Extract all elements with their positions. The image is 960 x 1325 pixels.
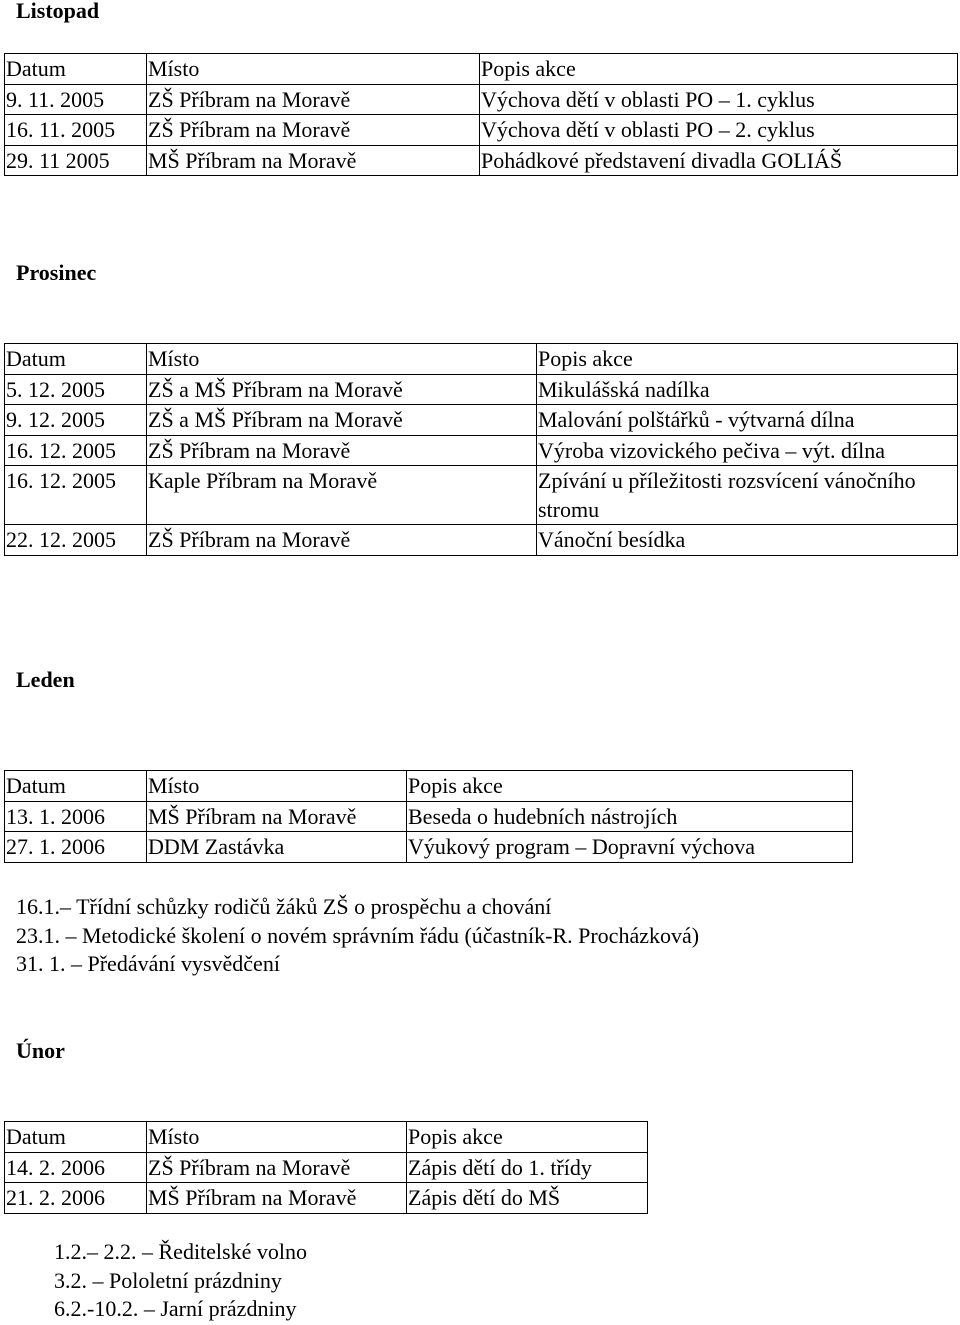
cell-place: DDM Zastávka [147,832,407,863]
header-datum: Datum [5,54,147,85]
header-datum: Datum [5,344,147,375]
cell-date: 9. 12. 2005 [5,405,147,436]
notes-unor [54,1238,307,1324]
table-row [5,115,958,146]
cell-date: 21. 2. 2006 [5,1183,147,1214]
table-row [5,1183,648,1214]
cell-description: Výchova dětí v oblasti PO – 1. cyklus [480,84,958,115]
cell-place: ZŠ Příbram na Moravě [147,525,537,556]
header-datum: Datum [5,771,147,802]
cell-date: 14. 2. 2006 [5,1152,147,1183]
cell-date: 22. 12. 2005 [5,525,147,556]
table-row [5,525,958,556]
cell-place: ZŠ Příbram na Moravě [147,1152,407,1183]
cell-description: Vánoční besídka [537,525,958,556]
note-item: 1.2.– 2.2. – Ředitelské volno [54,1239,307,1264]
header-popis: Popis akce [537,344,958,375]
header-misto: Místo [147,1122,407,1153]
cell-date: 9. 11. 2005 [5,84,147,115]
header-popis: Popis akce [480,54,958,85]
cell-description: Výchova dětí v oblasti PO – 2. cyklus [480,115,958,146]
table-header-row [5,54,958,85]
note-item: 16.1.– Třídní schůzky rodičů žáků ZŠ o prospěchu a chování [16,894,552,919]
section-title-listopad: Listopad [16,0,100,23]
cell-date: 13. 1. 2006 [5,801,147,832]
cell-date: 16. 12. 2005 [5,435,147,466]
cell-date: 27. 1. 2006 [5,832,147,863]
table-header-row [5,771,853,802]
header-popis: Popis akce [407,1122,648,1153]
schedule-table-leden [4,770,853,863]
cell-description: Mikulášská nadílka [537,374,958,405]
table-row [5,145,958,176]
table-row [5,801,853,832]
header-popis: Popis akce [407,771,853,802]
cell-date: 29. 11 2005 [5,145,147,176]
cell-description: Malování polštářků - výtvarná dílna [537,405,958,436]
cell-description: Výroba vizovického pečiva – výt. dílna [537,435,958,466]
note-item: 23.1. – Metodické školení o novém správním řádu (účastník-R. Procházková) [16,922,700,948]
cell-description: Výukový program – Dopravní výchova [407,832,853,863]
cell-place: MŠ Příbram na Moravě [147,801,407,832]
cell-place: MŠ Příbram na Moravě [147,1183,407,1214]
cell-place: MŠ Příbram na Moravě [147,145,480,176]
table-row [5,405,958,436]
header-misto: Místo [147,771,407,802]
cell-description: Pohádkové představení divadla GOLIÁŠ [480,145,958,176]
table-row [5,435,958,466]
cell-place: ZŠ Příbram na Moravě [147,115,480,146]
table-row [5,1152,648,1183]
note-item: 31. 1. – Předávání vysvědčení [16,951,280,977]
cell-place: ZŠ a MŠ Příbram na Moravě [147,374,537,405]
table-row [5,466,958,525]
header-datum: Datum [5,1122,147,1153]
cell-place: ZŠ Příbram na Moravě [147,435,537,466]
table-row [5,832,853,863]
cell-description: Beseda o hudebních nástrojích [407,801,853,832]
cell-description: Zápis dětí do MŠ [407,1183,648,1214]
cell-place: Kaple Příbram na Moravě [147,466,537,525]
cell-description: Zápis dětí do 1. třídy [407,1152,648,1183]
schedule-table-unor [4,1121,648,1214]
note-item: 3.2. – Pololetní prázdniny [54,1267,282,1293]
cell-date: 16. 11. 2005 [5,115,147,146]
schedule-table-listopad [4,53,958,176]
table-header-row [5,1122,648,1153]
header-misto: Místo [147,54,480,85]
cell-description: Zpívání u příležitosti rozsvícení vánočního stromu [537,466,958,525]
header-misto: Místo [147,344,537,375]
note-item: 6.2.-10.2. – Jarní prázdniny [54,1296,297,1322]
table-row [5,84,958,115]
notes-leden [16,893,699,979]
section-title-prosinec: Prosinec [16,260,97,285]
table-row [5,374,958,405]
cell-date: 16. 12. 2005 [5,466,147,525]
cell-date: 5. 12. 2005 [5,374,147,405]
schedule-table-prosinec [4,343,958,556]
section-title-leden: Leden [16,667,75,692]
table-header-row [5,344,958,375]
cell-place: ZŠ a MŠ Příbram na Moravě [147,405,537,436]
section-title-unor: Únor [16,1038,65,1063]
cell-place: ZŠ Příbram na Moravě [147,84,480,115]
